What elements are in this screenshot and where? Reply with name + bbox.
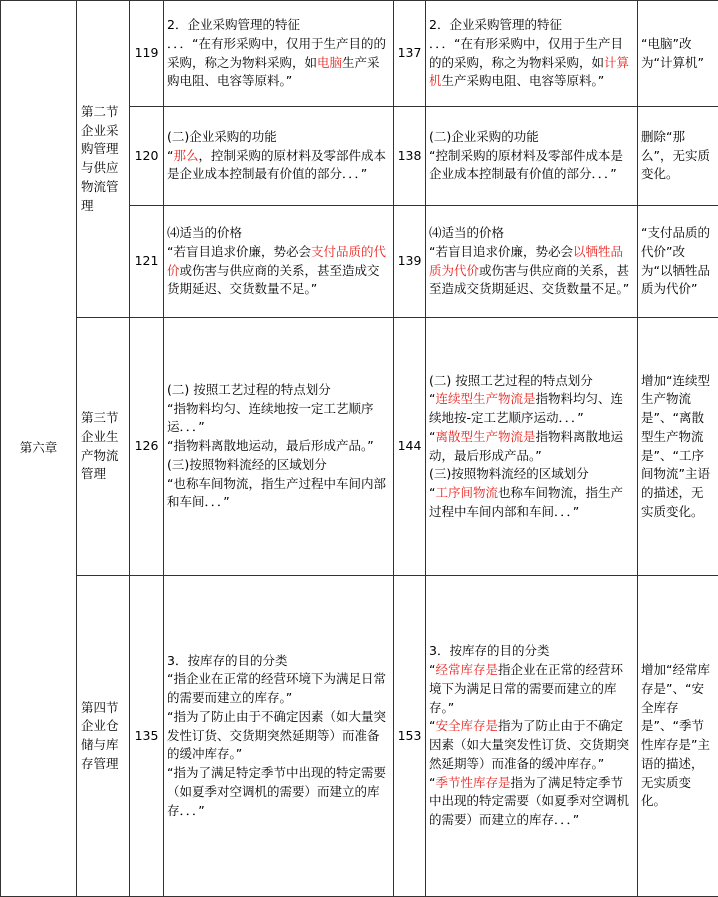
change-note: 删除“那么”，无实质变化。	[641, 129, 710, 182]
old-content-cell	[164, 576, 394, 897]
chapter-cell	[1, 1, 77, 897]
old-content-cell	[164, 107, 394, 206]
new-page-cell	[394, 1, 426, 107]
new-page-number: 144	[398, 438, 422, 453]
text-segment: 指物料离散地运动，最后形成产品。”	[429, 429, 623, 463]
new-content-line	[429, 128, 634, 147]
text-segment: ⑷适当的价格	[429, 225, 504, 240]
new-page-number: 139	[398, 253, 422, 268]
new-page-number: 153	[398, 728, 422, 743]
change-note: “支付品质的代价”改为“以牺牲品质为代价”	[641, 225, 710, 296]
old-content-line	[167, 475, 390, 513]
old-content-line	[167, 16, 390, 35]
text-segment: “指企业在正常的经营环境下为满足日常的需要而建立的库存。”	[167, 671, 386, 705]
text-segment: 3．按库存的目的分类	[167, 653, 287, 668]
old-page-number: 126	[135, 438, 159, 453]
text-segment: “若盲目追求价廉，势必会	[167, 244, 311, 259]
text-segment: (二) 按照工艺过程的特点划分	[167, 382, 331, 397]
text-segment: 指为了满足特定季节中出现的特定需要（如夏季对空调机的需要）而建立的库存．．．”	[429, 775, 629, 828]
new-page-cell	[394, 318, 426, 576]
new-content-line	[429, 717, 634, 773]
text-segment: “	[429, 718, 435, 733]
text-segment: 生产采购电阻、电容等原料。”	[167, 55, 380, 89]
highlighted-text: 离散型生产物流是	[435, 429, 535, 444]
text-segment: “	[429, 485, 435, 500]
change-note-cell	[638, 206, 718, 318]
text-segment: (三)按照物料流经的区域划分	[429, 466, 589, 481]
section-label: 第三节企业生产物流管理	[81, 410, 119, 481]
new-page-cell	[394, 576, 426, 897]
text-segment: “若盲目追求价廉，势必会	[429, 244, 573, 259]
new-content-line	[429, 390, 634, 428]
highlighted-text: 以牺牲品质为代价	[429, 244, 623, 278]
old-page-cell	[130, 206, 164, 318]
text-segment: 指物料均匀、连续地按-定工艺顺序运动．．．”	[429, 391, 623, 425]
old-content-cell	[164, 1, 394, 107]
text-segment: (三)按照物料流经的区域划分	[167, 457, 327, 472]
new-content-line	[429, 224, 634, 243]
change-note: 增加“经常库存是”、“安全库存是”、“季节性库存是”主语的描述，无实质变化。	[641, 662, 710, 808]
text-segment: “	[429, 662, 435, 677]
new-content-cell	[426, 206, 638, 318]
old-content-line	[167, 456, 390, 475]
text-segment: 3．按库存的目的分类	[429, 643, 549, 658]
highlighted-text: 电脑	[317, 55, 342, 70]
new-page-number: 138	[398, 148, 422, 163]
section-label: 第二节企业采购管理与供应物流管理	[81, 104, 119, 213]
change-note-cell	[638, 107, 718, 206]
highlighted-text: 那么	[173, 148, 198, 163]
old-content-line	[167, 224, 390, 243]
text-segment: “	[429, 429, 435, 444]
new-content-line	[429, 774, 634, 830]
new-content-line	[429, 372, 634, 391]
change-note-cell	[638, 576, 718, 897]
section-label: 第四节企业仓储与库存管理	[81, 700, 119, 771]
text-segment: ⑷适当的价格	[167, 225, 242, 240]
text-segment: “控制采购的原材料及零部件成本是企业成本控制最有价值的部分．．．”	[429, 148, 623, 182]
text-segment: 2．企业采购管理的特征	[429, 17, 562, 32]
text-segment: “	[429, 391, 435, 406]
old-content-line	[167, 764, 390, 820]
old-page-cell	[130, 318, 164, 576]
old-content-line	[167, 381, 390, 400]
new-content-cell	[426, 1, 638, 107]
text-segment: “指为了满足特定季节中出现的特定需要（如夏季对空调机的需要）而建立的库存．．．”	[167, 765, 386, 818]
highlighted-text: 支付品质的代价	[167, 244, 386, 278]
new-content-line	[429, 428, 634, 466]
highlighted-text: 季节性库存是	[435, 775, 510, 790]
old-page-number: 121	[135, 253, 159, 268]
new-page-number: 137	[398, 45, 422, 60]
old-content-line	[167, 128, 390, 147]
old-content-line	[167, 708, 390, 764]
new-content-line	[429, 661, 634, 717]
text-segment: “也称车间物流，指生产过程中车间内部和车间．．．”	[167, 476, 386, 510]
section-cell	[77, 576, 130, 897]
new-page-cell	[394, 107, 426, 206]
text-segment: (二)企业采购的功能	[167, 129, 277, 144]
new-page-cell	[394, 206, 426, 318]
change-note-cell	[638, 318, 718, 576]
text-segment: “	[167, 148, 173, 163]
new-content-line	[429, 147, 634, 185]
old-page-cell	[130, 1, 164, 107]
text-segment: “	[429, 775, 435, 790]
text-segment: “指物料离散地运动，最后形成产品。”	[167, 438, 374, 453]
old-content-line	[167, 437, 390, 456]
chapter-label: 第六章	[20, 440, 58, 455]
text-segment: “指物料均匀、连续地按一定工艺顺序运．．．”	[167, 401, 373, 435]
text-segment: 指企业在正常的经营环境下为满足日常的需要而建立的库存。”	[429, 662, 623, 715]
old-content-line	[167, 652, 390, 671]
old-content-cell	[164, 318, 394, 576]
section-cell	[77, 1, 130, 318]
text-segment: (二) 按照工艺过程的特点划分	[429, 373, 593, 388]
text-segment: ，控制采购的原材料及零部件成本是企业成本控制最有价值的部分．．．”	[167, 148, 386, 182]
highlighted-text: 工序间物流	[435, 485, 498, 500]
old-content-line	[167, 670, 390, 708]
new-content-line	[429, 35, 634, 91]
new-content-cell	[426, 576, 638, 897]
change-note-cell	[638, 1, 718, 107]
old-page-cell	[130, 107, 164, 206]
text-segment: ．．．“在有形采购中，仅用于生产目的的采购，称之为物料采购，如	[167, 36, 386, 70]
highlighted-text: 经常库存是	[435, 662, 498, 677]
old-page-number: 120	[135, 148, 159, 163]
old-content-line	[167, 35, 390, 91]
text-segment: ．．．“在有形采购中，仅用于生产目的的采购，称之为物料采购，如	[429, 36, 623, 70]
table-row	[1, 576, 718, 897]
change-note: “电脑”改为“计算机”	[641, 36, 704, 70]
text-segment: 或伤害与供应商的关系，甚至造成交货期延迟、交货数量不足。”	[167, 263, 380, 297]
new-content-cell	[426, 107, 638, 206]
old-content-line	[167, 243, 390, 299]
highlighted-text: 计算机	[429, 55, 629, 89]
text-segment: 也称车间物流，指生产过程中车间内部和车间．．．”	[429, 485, 623, 519]
change-note: 增加“连续型生产物流是”、“离散型生产物流是”、“工序间物流”主语的描述，无实质变化。	[641, 373, 710, 519]
text-segment: “指为了防止由于不确定因素（如大量突发性订货、交货期突然延期等）而准备的缓冲库存。”	[167, 709, 386, 762]
old-page-cell	[130, 576, 164, 897]
table-row	[1, 318, 718, 576]
text-segment: 或伤害与供应商的关系，甚至造成交货期延迟、交货数量不足。”	[429, 263, 629, 297]
highlighted-text: 连续型生产物流是	[435, 391, 535, 406]
new-content-line	[429, 484, 634, 522]
new-content-line	[429, 243, 634, 299]
old-page-number: 119	[135, 45, 159, 60]
new-content-cell	[426, 318, 638, 576]
old-content-cell	[164, 206, 394, 318]
highlighted-text: 安全库存是	[435, 718, 498, 733]
old-page-number: 135	[135, 728, 159, 743]
new-content-line	[429, 642, 634, 661]
table-row	[1, 1, 718, 107]
text-segment: (二)企业采购的功能	[429, 129, 539, 144]
text-segment: 生产采购电阻、电容等原料。”	[442, 73, 605, 88]
old-content-line	[167, 400, 390, 438]
section-cell	[77, 318, 130, 576]
new-content-line	[429, 465, 634, 484]
text-segment: 指为了防止由于不确定因素（如大量突发性订货、交货期突然延期等）而准备的缓冲库存。”	[429, 718, 629, 771]
text-segment: 2．企业采购管理的特征	[167, 17, 300, 32]
new-content-line	[429, 16, 634, 35]
old-content-line	[167, 147, 390, 185]
